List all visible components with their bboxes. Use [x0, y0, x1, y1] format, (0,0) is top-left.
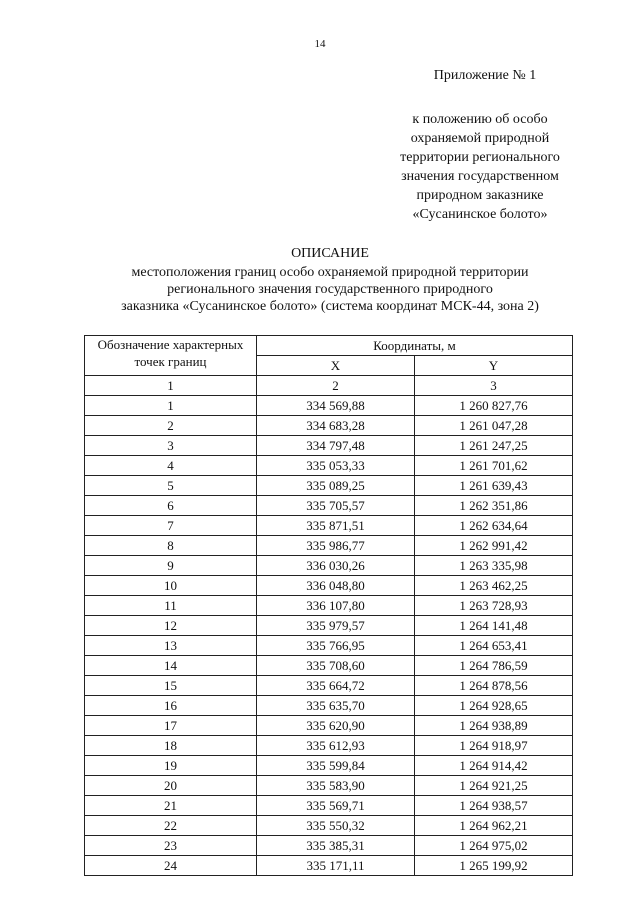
description-line: регионального значения государственного природного: [167, 282, 493, 297]
y-header: Y: [415, 356, 573, 376]
x-coordinate-cell: 335 089,25: [257, 476, 415, 496]
x-coordinate-cell: 336 107,80: [257, 596, 415, 616]
x-coordinate-cell: 336 048,80: [257, 576, 415, 596]
x-coordinate-cell: 335 664,72: [257, 676, 415, 696]
x-coordinate-cell: 335 599,84: [257, 756, 415, 776]
y-coordinate-cell: 1 261 639,43: [415, 476, 573, 496]
x-coordinate-cell: 334 569,88: [257, 396, 415, 416]
appendix-subtitle-line: к положению об особо: [412, 112, 548, 127]
table-row: [85, 816, 573, 836]
point-number-cell: 11: [85, 596, 257, 616]
table-row: [85, 456, 573, 476]
point-number-cell: 1: [85, 396, 257, 416]
y-coordinate-cell: 1 262 991,42: [415, 536, 573, 556]
table-row: [85, 536, 573, 556]
y-coordinate-cell: 1 264 962,21: [415, 816, 573, 836]
x-coordinate-cell: 336 030,26: [257, 556, 415, 576]
coordinates-header: Координаты, м: [257, 336, 573, 356]
point-number-cell: 12: [85, 616, 257, 636]
table-row: [85, 596, 573, 616]
point-number-cell: 19: [85, 756, 257, 776]
point-number-cell: 5: [85, 476, 257, 496]
point-number-cell: 18: [85, 736, 257, 756]
table-row: [85, 636, 573, 656]
y-coordinate-cell: 1 264 914,42: [415, 756, 573, 776]
x-coordinate-cell: 335 171,11: [257, 856, 415, 876]
column-number: 3: [415, 376, 573, 396]
point-number-cell: 17: [85, 716, 257, 736]
table-row: [85, 656, 573, 676]
x-coordinate-cell: 335 705,57: [257, 496, 415, 516]
appendix-subtitle-line: охраняемой природной: [410, 131, 550, 146]
table-row: [85, 836, 573, 856]
appendix-title: Приложение № 1: [433, 68, 537, 83]
x-coordinate-cell: 335 053,33: [257, 456, 415, 476]
y-coordinate-cell: 1 264 878,56: [415, 676, 573, 696]
y-coordinate-cell: 1 264 921,25: [415, 776, 573, 796]
x-coordinate-cell: 335 871,51: [257, 516, 415, 536]
point-number-cell: 8: [85, 536, 257, 556]
description-text: [90, 264, 570, 315]
y-coordinate-cell: 1 264 786,59: [415, 656, 573, 676]
table-row: [85, 496, 573, 516]
y-coordinate-cell: 1 264 918,97: [415, 736, 573, 756]
x-coordinate-cell: 335 708,60: [257, 656, 415, 676]
y-coordinate-cell: 1 264 141,48: [415, 616, 573, 636]
point-number-cell: 23: [85, 836, 257, 856]
y-coordinate-cell: 1 264 975,02: [415, 836, 573, 856]
y-coordinate-cell: 1 265 199,92: [415, 856, 573, 876]
x-coordinate-cell: 334 683,28: [257, 416, 415, 436]
y-coordinate-cell: 1 261 247,25: [415, 436, 573, 456]
point-number-cell: 3: [85, 436, 257, 456]
y-coordinate-cell: 1 262 634,64: [415, 516, 573, 536]
description-line: местоположения границ особо охраняемой природной территории: [131, 265, 529, 280]
point-number-cell: 14: [85, 656, 257, 676]
appendix-subtitle: [380, 110, 580, 224]
y-coordinate-cell: 1 261 701,62: [415, 456, 573, 476]
y-coordinate-cell: 1 264 938,89: [415, 716, 573, 736]
x-coordinate-cell: 335 986,77: [257, 536, 415, 556]
x-coordinate-cell: 335 385,31: [257, 836, 415, 856]
point-number-cell: 2: [85, 416, 257, 436]
x-coordinate-cell: 335 635,70: [257, 696, 415, 716]
x-coordinate-cell: 334 797,48: [257, 436, 415, 456]
table-row: [85, 776, 573, 796]
table-row: [85, 696, 573, 716]
y-coordinate-cell: 1 260 827,76: [415, 396, 573, 416]
y-coordinate-cell: 1 264 653,41: [415, 636, 573, 656]
table-row: [85, 616, 573, 636]
column-number: 2: [257, 376, 415, 396]
x-coordinate-cell: 335 583,90: [257, 776, 415, 796]
x-coordinate-cell: 335 979,57: [257, 616, 415, 636]
y-coordinate-cell: 1 263 728,93: [415, 596, 573, 616]
table-row: [85, 396, 573, 416]
point-number-cell: 4: [85, 456, 257, 476]
appendix-subtitle-line: «Сусанинское болото»: [412, 207, 548, 222]
table-body: [85, 396, 573, 876]
y-coordinate-cell: 1 261 047,28: [415, 416, 573, 436]
table-row: [85, 716, 573, 736]
table-row: [85, 576, 573, 596]
table-row: [85, 676, 573, 696]
point-number-cell: 6: [85, 496, 257, 516]
point-number-cell: 21: [85, 796, 257, 816]
point-number-cell: 15: [85, 676, 257, 696]
description-heading: ОПИСАНИЕ: [291, 246, 369, 261]
point-designation-header: Обозначение характерных точек границ: [85, 336, 257, 376]
description-line: заказника «Сусанинское болото» (система координат МСК-44, зона 2): [121, 299, 539, 314]
x-coordinate-cell: 335 620,90: [257, 716, 415, 736]
table-row: [85, 796, 573, 816]
y-coordinate-cell: 1 263 462,25: [415, 576, 573, 596]
y-coordinate-cell: 1 262 351,86: [415, 496, 573, 516]
x-coordinate-cell: 335 569,71: [257, 796, 415, 816]
table-row: [85, 516, 573, 536]
y-coordinate-cell: 1 264 928,65: [415, 696, 573, 716]
appendix-subtitle-line: значения государственном: [401, 169, 559, 184]
y-coordinate-cell: 1 263 335,98: [415, 556, 573, 576]
point-number-cell: 10: [85, 576, 257, 596]
point-number-cell: 7: [85, 516, 257, 536]
appendix-subtitle-line: территории регионального: [400, 150, 560, 165]
point-number-cell: 13: [85, 636, 257, 656]
point-number-cell: 22: [85, 816, 257, 836]
point-number-cell: 16: [85, 696, 257, 716]
appendix-subtitle-line: природном заказнике: [416, 188, 544, 203]
point-number-cell: 24: [85, 856, 257, 876]
x-header: X: [257, 356, 415, 376]
column-number: 1: [85, 376, 257, 396]
y-coordinate-cell: 1 264 938,57: [415, 796, 573, 816]
x-coordinate-cell: 335 766,95: [257, 636, 415, 656]
x-coordinate-cell: 335 550,32: [257, 816, 415, 836]
table-row: [85, 856, 573, 876]
table-row: [85, 416, 573, 436]
x-coordinate-cell: 335 612,93: [257, 736, 415, 756]
point-number-cell: 9: [85, 556, 257, 576]
table-row: [85, 556, 573, 576]
point-number-cell: 20: [85, 776, 257, 796]
table-row: [85, 436, 573, 456]
coordinates-table: [84, 335, 573, 876]
table-row: [85, 756, 573, 776]
table-row: [85, 736, 573, 756]
table-row: [85, 476, 573, 496]
page-number: 14: [314, 38, 326, 50]
